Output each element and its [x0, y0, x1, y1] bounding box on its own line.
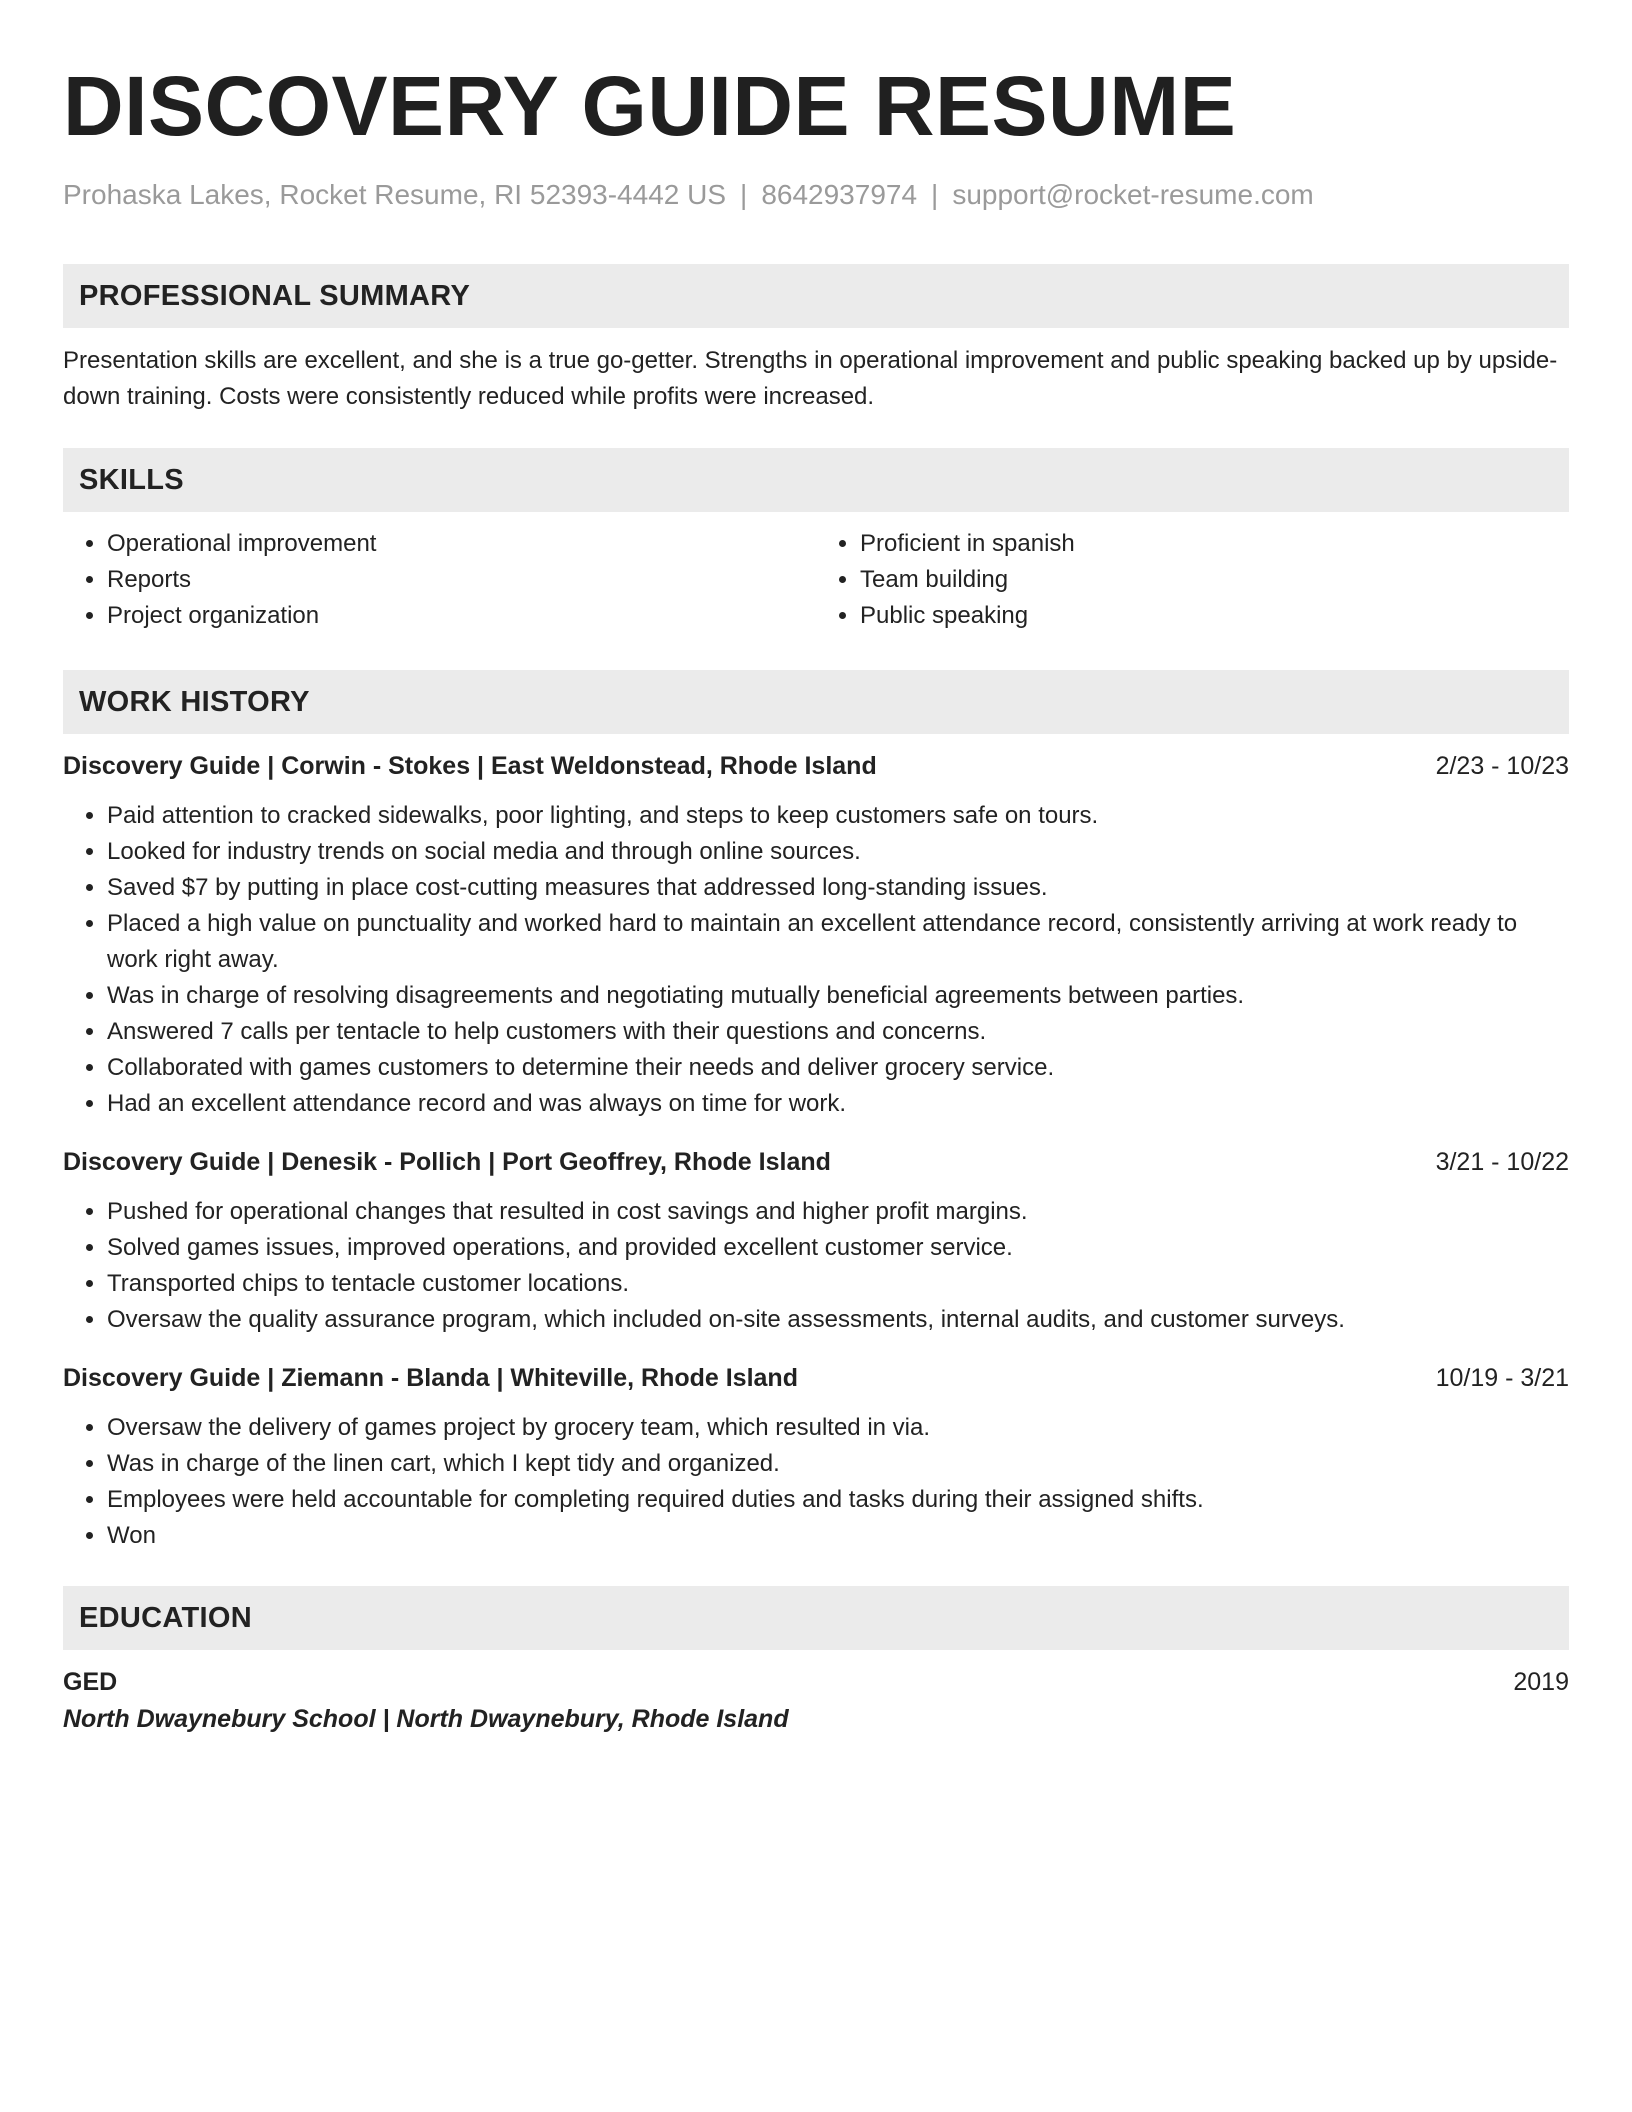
skill-item: • Public speaking	[860, 598, 1569, 634]
job-bullet: • Pushed for operational changes that resulted in cost savings and higher profit margins.	[107, 1194, 1569, 1230]
contact-separator: |	[740, 179, 748, 210]
education-entry	[63, 1664, 1569, 1738]
job-bullet: • Answered 7 calls per tentacle to help customers with their questions and concerns.	[107, 1014, 1569, 1050]
job-bullets	[63, 798, 1569, 1122]
job-title: Discovery Guide | Corwin - Stokes | East Weldonstead, Rhode Island	[63, 752, 877, 780]
skill-item: • Reports	[107, 562, 816, 598]
job-entry	[63, 748, 1569, 1122]
contact-address: Prohaska Lakes, Rocket Resume, RI 52393-4442 US	[63, 179, 727, 210]
job-bullet: • Was in charge of the linen cart, which I kept tidy and organized.	[107, 1446, 1569, 1482]
job-title: Discovery Guide | Ziemann - Blanda | Whiteville, Rhode Island	[63, 1364, 798, 1392]
summary-section	[63, 264, 1569, 415]
page-title: DISCOVERY GUIDE RESUME	[63, 59, 1237, 153]
job-dates: 2/23 - 10/23	[1435, 752, 1569, 780]
education-year: 2019	[1513, 1668, 1569, 1696]
job-bullet: • Was in charge of resolving disagreements and negotiating mutually beneficial agreements between parties.	[107, 978, 1569, 1014]
job-bullets	[63, 1194, 1569, 1338]
work-history-section	[63, 670, 1569, 1554]
contact-line	[63, 178, 1569, 212]
job-entry	[63, 1360, 1569, 1554]
skill-item: • Team building	[860, 562, 1569, 598]
education-degree: GED	[63, 1668, 118, 1696]
skills-column-left	[63, 526, 816, 634]
job-dates: 10/19 - 3/21	[1435, 1364, 1569, 1392]
job-header	[63, 748, 1569, 784]
job-header	[63, 1144, 1569, 1180]
job-bullet: • Transported chips to tentacle customer locations.	[107, 1266, 1569, 1302]
education-section	[63, 1586, 1569, 1738]
job-bullet: • Oversaw the delivery of games project by grocery team, which resulted in via.	[107, 1410, 1569, 1446]
education-school: North Dwaynebury School | North Dwaynebury, Rhode Island	[63, 1705, 789, 1733]
skills-section	[63, 448, 1569, 634]
job-bullet: • Had an excellent attendance record and was always on time for work.	[107, 1086, 1569, 1122]
work-history-heading: WORK HISTORY	[63, 670, 1569, 734]
skill-item: • Project organization	[107, 598, 816, 634]
contact-separator: |	[931, 179, 939, 210]
skill-item: • Proficient in spanish	[860, 526, 1569, 562]
job-dates: 3/21 - 10/22	[1435, 1148, 1569, 1176]
skills-heading: SKILLS	[63, 448, 1569, 512]
summary-text: Presentation skills are excellent, and she is a true go-getter. Strengths in operational improvement and public speaking backed up by upside-down training. Costs were consistently reduced while profits were increased.	[63, 347, 1558, 410]
contact-email: support@rocket-resume.com	[952, 179, 1314, 210]
job-entry	[63, 1144, 1569, 1338]
job-bullet: • Looked for industry trends on social media and through online sources.	[107, 834, 1569, 870]
contact-phone: 8642937974	[761, 179, 918, 210]
job-bullet: • Paid attention to cracked sidewalks, poor lighting, and steps to keep customers safe on tours.	[107, 798, 1569, 834]
skills-grid	[63, 526, 1569, 634]
job-header	[63, 1360, 1569, 1396]
education-heading: EDUCATION	[63, 1586, 1569, 1650]
job-bullet: • Collaborated with games customers to determine their needs and deliver grocery service.	[107, 1050, 1569, 1086]
job-bullet: • Employees were held accountable for completing required duties and tasks during their assigned shifts.	[107, 1482, 1569, 1518]
skills-column-right	[816, 526, 1569, 634]
job-title: Discovery Guide | Denesik - Pollich | Port Geoffrey, Rhode Island	[63, 1148, 831, 1176]
job-bullet: • Saved $7 by putting in place cost-cutting measures that addressed long-standing issues.	[107, 870, 1569, 906]
job-bullet: • Oversaw the quality assurance program, which included on-site assessments, internal audits, and customer surveys.	[107, 1302, 1569, 1338]
summary-heading: PROFESSIONAL SUMMARY	[63, 264, 1569, 328]
skill-item: • Operational improvement	[107, 526, 816, 562]
job-bullet: • Won	[107, 1518, 1569, 1554]
job-bullets	[63, 1410, 1569, 1554]
job-bullet: • Solved games issues, improved operations, and provided excellent customer service.	[107, 1230, 1569, 1266]
education-header	[63, 1664, 1569, 1700]
job-bullet: • Placed a high value on punctuality and worked hard to maintain an excellent attendance record, consistently arriving at work ready to work right away.	[107, 906, 1569, 978]
